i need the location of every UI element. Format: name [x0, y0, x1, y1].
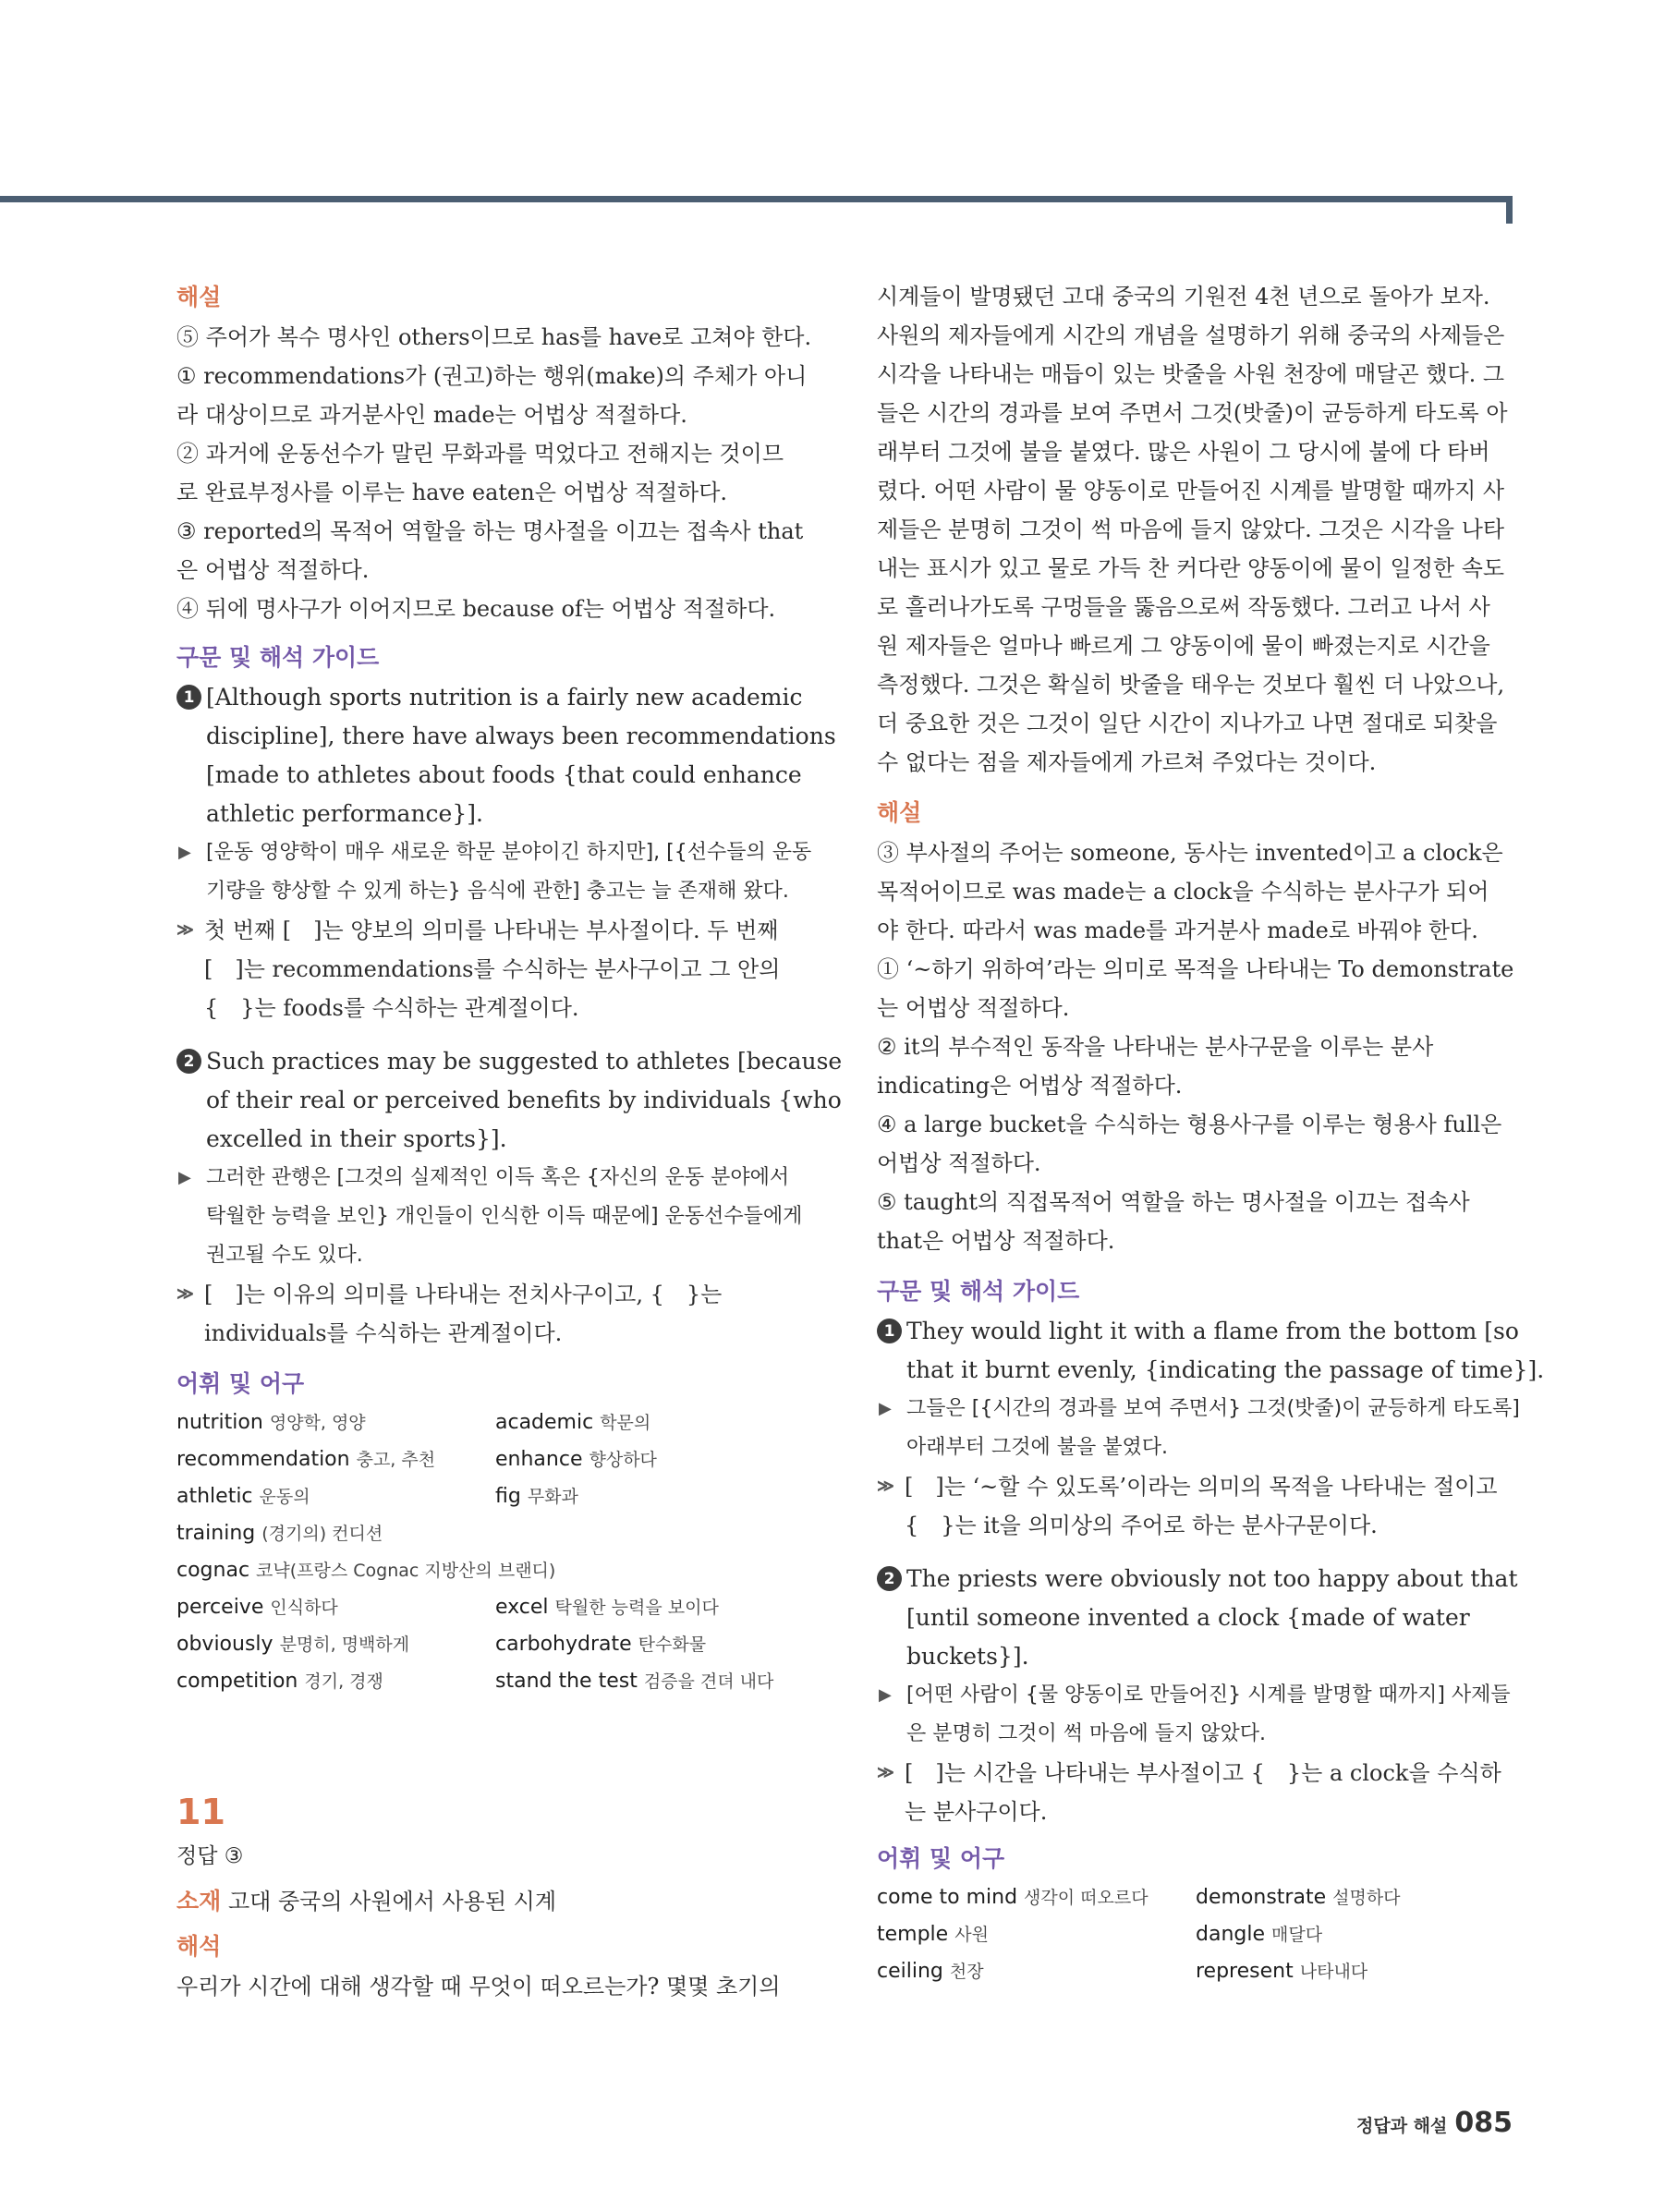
haeseok-heading: 해석 — [176, 1933, 222, 1960]
vocab-item: perceive 인식하다 — [176, 1596, 338, 1619]
text-line: ⑤ 주어가 복수 명사인 others이므로 has를 have로 고쳐야 한다. — [176, 324, 812, 350]
sentence-number-badge: 1 — [877, 1319, 902, 1343]
text-line: 우리가 시간에 대해 생각할 때 무엇이 떠오르는가? 몇몇 초기의 — [176, 1974, 781, 1999]
text-line: 은 어법상 적절하다. — [176, 557, 370, 583]
translation-line: 은 분명히 그것이 썩 마음에 들지 않았다. — [906, 1722, 1266, 1745]
haeseok-continued — [877, 277, 1519, 782]
text-line: ④ 뒤에 명사구가 이어지므로 because of는 어법상 적절하다. — [176, 596, 776, 622]
right-column — [877, 277, 1545, 1990]
vocab-item: represent 나타내다 — [1196, 1960, 1368, 1983]
sentence-line: Such practices may be suggested to athletes [because — [206, 1048, 843, 1075]
sentence-line: The priests were obviously not too happy about that — [906, 1565, 1518, 1592]
sentence-line: discipline], there have always been recommendations — [206, 723, 836, 749]
note-1 — [877, 1467, 1519, 1545]
note-line: [ ]는 이유의 의미를 나타내는 전치사구이고, { }는 — [204, 1282, 723, 1307]
text-line: 제들은 분명히 그것이 썩 마음에 들지 않았다. 그것은 시각을 나타 — [877, 517, 1505, 542]
sentence-line: excelled in their sports}]. — [206, 1125, 507, 1152]
translation-line: 아래부터 그것에 불을 붙였다. — [906, 1436, 1168, 1459]
text-line: ① recommendations가 (권고)하는 행위(make)의 주체가 아니 — [176, 363, 808, 389]
text-line: 원 제자들은 얼마나 빠르게 그 양동이에 물이 빠졌는지로 시간을 — [877, 633, 1490, 659]
double-chevron-icon: ≫ — [176, 1284, 194, 1304]
note-line: { }는 it을 의미상의 주어로 하는 분사구문이다. — [905, 1513, 1378, 1538]
text-line: 목적어이므로 was made는 a clock을 수식하는 분사구가 되어 — [877, 879, 1489, 905]
page-number: 085 — [1454, 2107, 1513, 2139]
text-line: 로 흘러나가도록 구멍들을 뚫음으로써 작동했다. 그러고 나서 사 — [877, 594, 1490, 620]
text-line: ⑤ taught의 직접목적어 역할을 하는 명사절을 이끄는 접속사 — [877, 1189, 1470, 1215]
text-line: 수 없다는 점을 제자들에게 가르쳐 주었다는 것이다. — [877, 749, 1377, 775]
text-line: ② it의 부수적인 동작을 나타내는 분사구문을 이루는 분사 — [877, 1034, 1434, 1060]
text-line: 어법상 적절하다. — [877, 1150, 1041, 1176]
text-line: 내는 표시가 있고 물로 가득 찬 커다란 양동이에 물이 일정한 속도 — [877, 555, 1505, 581]
sentence-1 — [877, 1312, 1545, 1390]
text-line: 측정했다. 그것은 확실히 밧줄을 태우는 것보다 훨씬 더 나았으나, — [877, 672, 1505, 698]
text-line: 사원의 제자들에게 시간의 개념을 설명하기 위해 중국의 사제들은 — [877, 322, 1505, 348]
answer-line: 정답 ③ — [176, 1844, 244, 1868]
text-line: 들은 시간의 경과를 보여 주면서 그것(밧줄)이 균등하게 타도록 아 — [877, 400, 1508, 426]
sentence-line: [made to athletes about foods {that could enhance — [206, 761, 802, 788]
translation-line: 권고될 수도 있다. — [206, 1244, 363, 1267]
topic-line — [176, 1877, 819, 1926]
vocab-list — [877, 1879, 1519, 1990]
sentence-number-badge: 1 — [176, 685, 201, 710]
sentence-line: [Although sports nutrition is a fairly new academic — [206, 684, 803, 711]
sentence-line: [until someone invented a clock {made of water — [906, 1604, 1470, 1631]
sentence-2 — [877, 1560, 1519, 1676]
haeseol-block — [877, 833, 1519, 1260]
note-line: [ ]는 recommendations를 수식하는 분사구이고 그 안의 — [204, 956, 781, 982]
note-2 — [176, 1275, 819, 1353]
text-line: ② 과거에 운동선수가 말린 무화과를 먹었다고 전해지는 것이므 — [176, 441, 784, 467]
vocab-item: fig 무화과 — [495, 1485, 578, 1508]
translation-2 — [176, 1159, 819, 1275]
double-chevron-icon: ≫ — [877, 1477, 894, 1496]
vocab-item: nutrition 영양학, 영양 — [176, 1411, 366, 1434]
vocab-item: athletic 운동의 — [176, 1485, 310, 1508]
text-line: ④ a large bucket을 수식하는 형용사구를 이루는 형용사 full은 — [877, 1112, 1502, 1137]
translation-line: 탁월한 능력을 보인} 개인들이 인식한 이득 때문에] 운동선수들에게 — [206, 1205, 803, 1228]
vocab-item: demonstrate 설명하다 — [1196, 1886, 1401, 1909]
note-2 — [877, 1754, 1519, 1831]
sentence-1 — [176, 678, 836, 833]
question-number: 11 — [176, 1792, 225, 1832]
sentence-line: They would light it with a flame from the bottom [so — [906, 1318, 1519, 1344]
text-line: 시각을 나타내는 매듭이 있는 밧줄을 사원 천장에 매달곤 했다. 그 — [877, 361, 1505, 387]
note-line: { }는 foods를 수식하는 관계절이다. — [204, 995, 579, 1021]
text-line: 라 대상이므로 과거분사인 made는 어법상 적절하다. — [176, 402, 687, 428]
triangle-bullet-icon: ▶ — [178, 1168, 191, 1187]
translation-line: 기량을 향상할 수 있게 하는} 음식에 관한] 충고는 늘 존재해 왔다. — [206, 880, 789, 903]
note-line: individuals를 수식하는 관계절이다. — [204, 1320, 563, 1346]
text-line: that은 어법상 적절하다. — [877, 1228, 1115, 1254]
sentence-line: that it burnt evenly, {indicating the passage of time}]. — [906, 1356, 1545, 1383]
top-rule-tick — [1506, 196, 1513, 224]
triangle-bullet-icon: ▶ — [178, 843, 191, 862]
vocab-item: cognac 코냑(프랑스 Cognac 지방산의 브랜디) — [176, 1559, 556, 1582]
note-line: [ ]는 ‘~할 수 있도록’이라는 의미의 목적을 나타내는 절이고 — [905, 1474, 1498, 1500]
translation-line: 그들은 [{시간의 경과를 보여 주면서} 그것(밧줄)이 균등하게 타도록] — [906, 1397, 1520, 1420]
note-line: [ ]는 시간을 나타내는 부사절이고 { }는 a clock을 수식하 — [905, 1760, 1501, 1786]
sentence-line: buckets}]. — [906, 1643, 1029, 1670]
translation-1 — [877, 1390, 1519, 1467]
translation-1 — [176, 833, 819, 911]
vocab-item: competition 경기, 경쟁 — [176, 1670, 383, 1693]
text-line: 는 어법상 적절하다. — [877, 995, 1070, 1021]
triangle-bullet-icon: ▶ — [879, 1399, 892, 1418]
text-line: 로 완료부정사를 이루는 have eaten은 어법상 적절하다. — [176, 480, 728, 505]
vocab-item: dangle 매달다 — [1196, 1923, 1323, 1946]
text-line: 렸다. 어떤 사람이 물 양동이로 만들어진 시계를 발명할 때까지 사 — [877, 478, 1505, 504]
topic-label: 소재 — [176, 1888, 222, 1914]
haeseol-heading: 해설 — [877, 799, 922, 826]
vocab-item: training (경기의) 컨디션 — [176, 1522, 383, 1545]
vocab-item — [495, 1515, 819, 1552]
note-1 — [176, 911, 819, 1027]
text-line: 시계들이 발명됐던 고대 중국의 기원전 4천 년으로 돌아가 보자. — [877, 284, 1490, 310]
note-line: 첫 번째 [ ]는 양보의 의미를 나타내는 부사절이다. 두 번째 — [204, 918, 779, 943]
topic-text: 고대 중국의 사원에서 사용된 시계 — [227, 1889, 557, 1914]
vocab-list — [176, 1404, 819, 1700]
text-line: ③ reported의 목적어 역할을 하는 명사절을 이끄는 접속사 that — [176, 518, 804, 544]
vocab-item: stand the test 검증을 견뎌 내다 — [495, 1670, 774, 1693]
triangle-bullet-icon: ▶ — [879, 1685, 892, 1705]
translation-line: [운동 영양학이 매우 새로운 학문 분야이긴 하지만], [{선수들의 운동 — [206, 841, 812, 864]
sentence-line: of their real or perceived benefits by individuals {who — [206, 1087, 842, 1113]
vocab-heading: 어휘 및 어구 — [176, 1370, 305, 1397]
translation-line: 그러한 관행은 [그것의 실제적인 이득 혹은 {자신의 운동 분야에서 — [206, 1166, 790, 1189]
text-line: ① ‘~하기 위하여’라는 의미로 목적을 나타내는 To demonstrate — [877, 956, 1514, 982]
left-column — [176, 277, 843, 2006]
text-line: ③ 부사절의 주어는 someone, 동사는 invented이고 a clock은 — [877, 840, 1503, 866]
translation-line: [어떤 사람이 {물 양동이로 만들어진} 시계를 발명할 때까지] 사제들 — [906, 1683, 1511, 1707]
sentence-number-badge: 2 — [176, 1049, 201, 1074]
note-line: 는 분사구이다. — [905, 1799, 1048, 1825]
double-chevron-icon: ≫ — [176, 920, 194, 940]
text-line: 야 한다. 따라서 was made를 과거분사 made로 바꿔야 한다. — [877, 918, 1478, 943]
top-rule — [0, 196, 1512, 202]
text-line: 더 중요한 것은 그것이 일단 시간이 지나가고 나면 절대로 되찾을 — [877, 711, 1498, 736]
vocab-item: ceiling 천장 — [877, 1960, 984, 1983]
guide-heading: 구문 및 해석 가이드 — [176, 644, 380, 671]
page-footer — [1356, 2107, 1513, 2139]
vocab-item: enhance 향상하다 — [495, 1448, 657, 1471]
vocab-item: recommendation 충고, 추천 — [176, 1448, 436, 1471]
vocab-item: academic 학문의 — [495, 1411, 651, 1434]
text-line: indicating은 어법상 적절하다. — [877, 1073, 1183, 1099]
vocab-item: excel 탁월한 능력을 보이다 — [495, 1596, 719, 1619]
vocab-item: come to mind 생각이 떠오르다 — [877, 1886, 1149, 1909]
guide-heading: 구문 및 해석 가이드 — [877, 1278, 1080, 1305]
sentence-line: athletic performance}]. — [206, 800, 483, 827]
double-chevron-icon: ≫ — [877, 1763, 894, 1782]
vocab-item: carbohydrate 탄수화물 — [495, 1633, 707, 1656]
haeseol-block — [176, 318, 819, 628]
sentence-number-badge: 2 — [877, 1566, 902, 1591]
haeseol-heading: 해설 — [176, 284, 222, 310]
text-line: 래부터 그것에 불을 붙였다. 많은 사원이 그 당시에 불에 다 타버 — [877, 439, 1490, 465]
translation-2 — [877, 1676, 1519, 1754]
vocab-heading: 어휘 및 어구 — [877, 1845, 1005, 1872]
vocab-item: temple 사원 — [877, 1923, 989, 1946]
vocab-item: obviously 분명히, 명백하게 — [176, 1633, 410, 1656]
sentence-2 — [176, 1042, 843, 1159]
footer-label: 정답과 해설 — [1355, 2116, 1448, 2136]
